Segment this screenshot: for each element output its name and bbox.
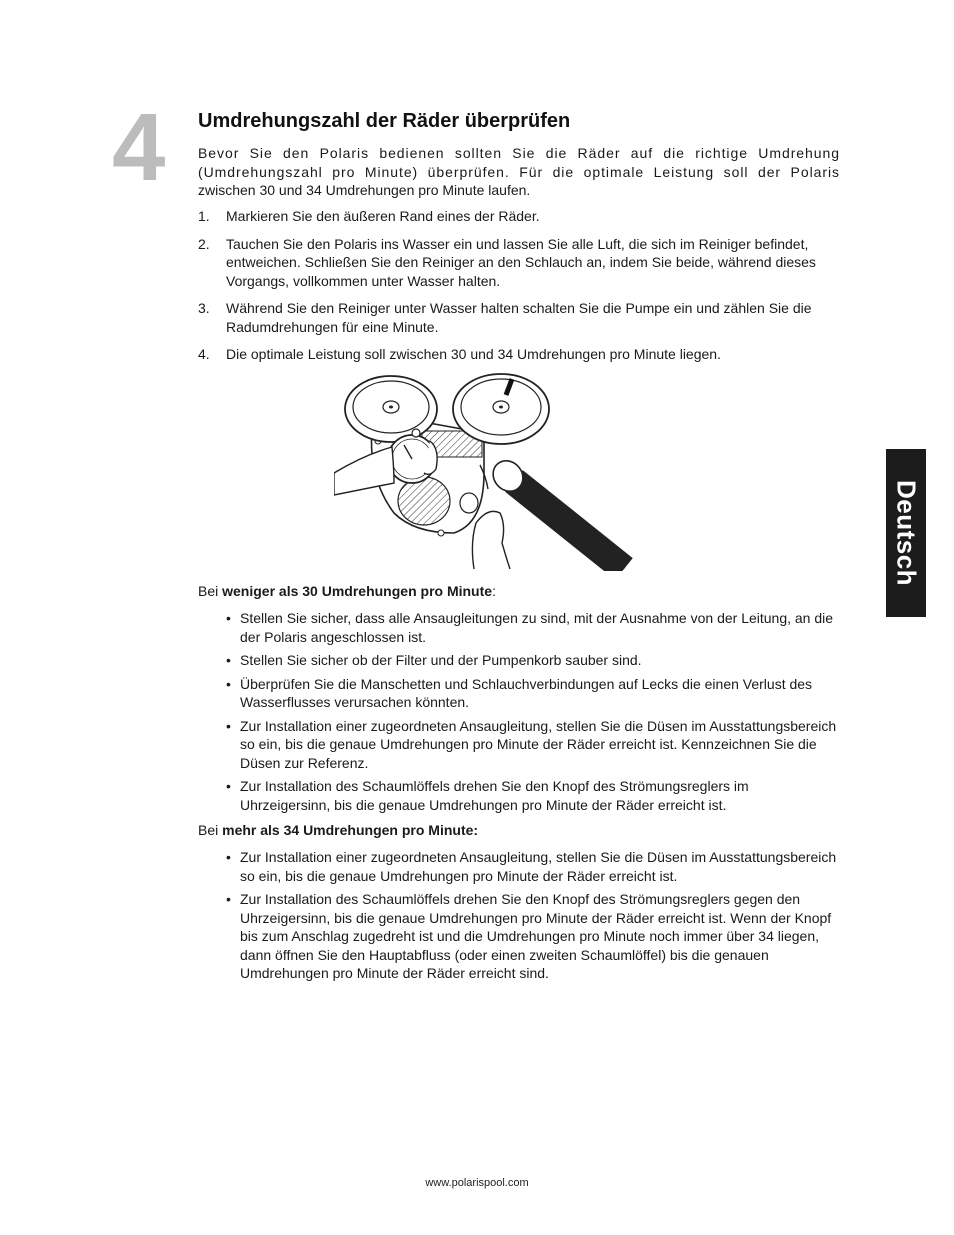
intro-text-2: zwischen 30 und 34 Umdrehungen pro Minute laufen.: [198, 182, 531, 198]
list-item: • Zur Installation einer zugeordneten Ansaugleitung, stellen Sie die Düsen im Ausstattungsbereich so ein, bis die genaue Umdrehungen pro Minute der Räder erreicht ist. Kennzeichnen Sie die Düsen zur Referenz.: [226, 717, 838, 773]
language-tab-label: Deutsch: [891, 479, 922, 587]
step-text: Die optimale Leistung soll zwischen 30 und 34 Umdrehungen pro Minute liegen.: [226, 346, 721, 362]
list-item: • Stellen Sie sicher, dass alle Ansaugleitungen zu sind, mit der Ausnahme von der Leitung, an die der Polaris angeschlossen ist.: [226, 609, 838, 646]
step-num: 4.: [198, 346, 210, 362]
language-tab: [886, 449, 926, 617]
list-item: • Zur Installation des Schaumlöffels drehen Sie den Knopf des Strömungsreglers im Uhrzeigersinn, bis die genaue Umdrehungen pro Minute der Räder erreicht ist.: [226, 777, 838, 814]
step-item: [198, 207, 840, 226]
below-30-bold: weniger als 30 Umdrehungen pro Minute: [222, 583, 493, 599]
wheel-rpm-illustration: [334, 373, 634, 571]
step-num: 2.: [198, 235, 210, 252]
list-item: • Zur Installation des Schaumlöffels drehen Sie den Knopf des Strömungsreglers gegen den Uhrzeigersinn, bis die genaue Umdrehungen pro Minute der Räder erreicht ist. Wenn der Knopf bis zum Anschlag zugedreht ist und die Umdrehungen pro Minute noch immer über 34 liegen, dann öffnen Sie den Hauptabfluss (oder einen zweiten Schaumlöffel) bis die genauen Umdrehungen pro Minute der Räder erreicht sind.: [226, 890, 838, 983]
step-num: 1.: [198, 208, 210, 224]
step-item: [198, 345, 840, 364]
intro-text-1: Bevor Sie den Polaris bedienen sollten Sie die Räder auf die richtige Umdrehung (Umdrehungszahl pro Minute) überprüfen. Für die optimale Leistung soll der Polaris: [198, 145, 840, 180]
step-text: Markieren Sie den äußeren Rand eines der Räder.: [226, 208, 540, 224]
footer-url: www.polarispool.com: [425, 1177, 529, 1189]
step-text: Während Sie den Reiniger unter Wasser halten schalten Sie die Pumpe ein und zählen Sie die Radumdrehungen für eine Minute.: [226, 300, 812, 335]
step-item: [198, 299, 840, 336]
list-item: • Überprüfen Sie die Manschetten und Schlauchverbindungen auf Lecks die einen Verlust des Wasserflusses verursachen könnten.: [226, 675, 838, 712]
below-30-label: [198, 582, 496, 600]
below-30-suffix: :: [492, 583, 496, 599]
step-item: [198, 235, 840, 291]
steps-list: [198, 207, 840, 373]
below-30-prefix: Bei: [198, 583, 223, 599]
step-number: 4: [112, 94, 166, 201]
above-34-label: [198, 821, 478, 839]
list-item: • Stellen Sie sicher ob der Filter und der Pumpenkorb sauber sind.: [226, 651, 838, 670]
above-34-bold: mehr als 34 Umdrehungen pro Minute:: [222, 822, 479, 838]
above-34-list: [226, 848, 838, 988]
intro-paragraph: [198, 144, 840, 200]
step-text: Tauchen Sie den Polaris ins Wasser ein und lassen Sie alle Luft, die sich im Reiniger befindet, entweichen. Schließen Sie den Reiniger an den Schlauch an, indem Sie beide, während dieses Vorgangs, vollkommen unter Wasser halten.: [226, 235, 816, 289]
list-item: • Zur Installation einer zugeordneten Ansaugleitung, stellen Sie die Düsen im Ausstattungsbereich so ein, bis die genaue Umdrehungen pro Minute der Räder erreicht ist.: [226, 848, 838, 885]
step-num: 3.: [198, 300, 210, 316]
above-34-prefix: Bei: [198, 822, 223, 838]
below-30-list: [226, 609, 838, 819]
section-heading: Umdrehungszahl der Räder überprüfen: [198, 110, 571, 132]
